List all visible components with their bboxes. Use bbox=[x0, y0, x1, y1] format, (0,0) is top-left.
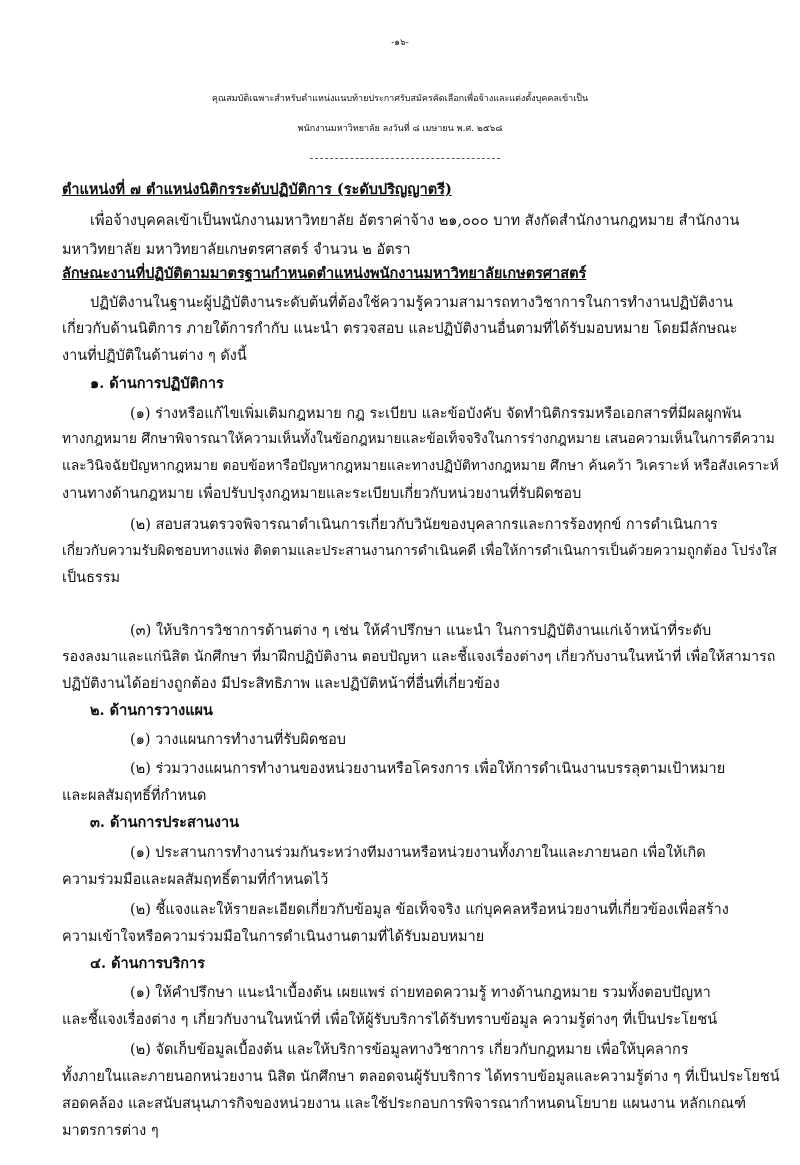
standards-heading: ลักษณะงานที่ปฏิบัติตามมาตรฐานกำหนดตำแหน่งพนักงานมหาวิทยาลัยเกษตรศาสตร์ bbox=[62, 265, 587, 282]
item-line: (๒) ชี้แจงและให้รายละเอียดเกี่ยวกับข้อมูล ข้อเท็จจริง แก่บุคคลหรือหน่วยงานที่เกี่ยวข้องเพื่อสร้าง bbox=[130, 902, 729, 918]
section-heading: ๓. ด้านการประสานงาน bbox=[90, 814, 240, 831]
item-line: (๒) สอบสวนตรวจพิจารณาดำเนินการเกี่ยวกับวินัยของบุคลากรและการร้องทุกข์ การดำเนินการ bbox=[130, 517, 718, 533]
item-line: และชี้แจงเรื่องต่าง ๆ เกี่ยวกับงานในหน้าที่ เพื่อให้ผู้รับบริการได้รับทราบข้อมูล ความรู้ต่างๆ ที่เป็นประโยชน์ bbox=[62, 1012, 718, 1028]
item-line: (๑) ร่างหรือแก้ไขเพิ่มเติมกฎหมาย กฎ ระเบียบ และข้อบังคับ จัดทำนิติกรรมหรือเอกสารที่มีผลผูกพัน bbox=[130, 406, 742, 422]
item-line: มาตรการต่าง ๆ bbox=[62, 1123, 159, 1139]
item-line: เป็นธรรม bbox=[62, 570, 121, 586]
item-line: (๑) วางแผนการทำงานที่รับผิดชอบ bbox=[130, 732, 347, 748]
item-line: ทางกฎหมาย ศึกษาพิจารณาให้ความเห็นทั้งในข้อกฎหมายและข้อเท็จจริงในการร่างกฎหมาย เสนอความเห็นในการตีความ bbox=[62, 431, 775, 447]
document-header-line-2: พนักงานมหาวิทยาลัย ลงวันที่ ๘ เมษายน พ.ศ. ๒๕๖๘ bbox=[297, 124, 503, 134]
item-line: ความร่วมมือและผลสัมฤทธิ์ตามที่กำหนดไว้ bbox=[62, 872, 329, 888]
overview-line: งานที่ปฏิบัติในด้านต่าง ๆ ดังนี้ bbox=[62, 348, 247, 364]
item-line: รองลงมาและแก่นิสิต นักศึกษา ที่มาฝึกปฏิบัติงาน ตอบปัญหา และชี้แจงเรื่องต่างๆ เกี่ยวกับงานในหน้าที่ เพื่อให้สามารถ bbox=[62, 649, 776, 665]
item-line: สอดคล้อง และสนับสนุนภารกิจของหน่วยงาน และใช้ประกอบการพิจารณากำหนดนโยบาย แผนงาน หลักเกณฑ์ bbox=[62, 1096, 747, 1112]
item-line: (๑) ให้คำปรึกษา แนะนำเบื้องต้น เผยแพร่ ถ่ายทอดความรู้ ทางด้านกฎหมาย รวมทั้งตอบปัญหา bbox=[130, 985, 711, 1001]
intro-line: เพื่อจ้างบุคคลเข้าเป็นพนักงานมหาวิทยาลัย อัตราค่าจ้าง ๒๑,๐๐๐ บาท สังกัดสำนักงานกฎหมาย สำนักงาน bbox=[90, 213, 740, 229]
section-heading: ๑. ด้านการปฏิบัติการ bbox=[90, 375, 224, 392]
overview-line: ปฏิบัติงานในฐานะผู้ปฏิบัติงานระดับต้นที่ต้องใช้ความรู้ความสามารถทางวิชาการในการทำงานปฏิบัติงาน bbox=[90, 295, 733, 311]
item-line: งานทางด้านกฎหมาย เพื่อปรับปรุงกฎหมายและระเบียบเกี่ยวกับหน่วยงานที่รับผิดชอบ bbox=[62, 486, 582, 502]
item-line: ความเข้าใจหรือความร่วมมือในการดำเนินงานตามที่ได้รับมอบหมาย bbox=[62, 929, 485, 945]
section-heading: ๒. ด้านการวางแผน bbox=[90, 702, 213, 719]
item-line: เกี่ยวกับความรับผิดชอบทางแพ่ง ติดตามและประสานงานการดำเนินคดี เพื่อให้การดำเนินการเป็นด้วยความถูกต้อง โปร่งใส bbox=[62, 543, 777, 559]
intro-line: มหาวิทยาลัย มหาวิทยาลัยเกษตรศาสตร์ จำนวน ๒ อัตรา bbox=[62, 242, 411, 258]
page-number: -๑๖- bbox=[391, 38, 409, 48]
position-title: ตำแหน่งที่ ๗ ตำแหน่งนิติกรระดับปฏิบัติการ (ระดับปริญญาตรี) bbox=[62, 181, 452, 198]
item-line: และวินิจฉัยปัญหากฎหมาย ตอบข้อหารือปัญหากฎหมายและทางปฏิบัติทางกฎหมาย ศึกษา ค้นคว้า วิเคราะห์ หรือสังเคราะห์ bbox=[62, 458, 779, 474]
document-header-line-1: คุณสมบัติเฉพาะสำหรับตำแหน่งแนบท้ายประกาศรับสมัครคัดเลือกเพื่อจ้างและแต่งตั้งบุคคลเข้าเป็น bbox=[211, 94, 589, 104]
header-divider bbox=[310, 158, 500, 159]
item-line: และผลสัมฤทธิ์ที่กำหนด bbox=[62, 788, 207, 804]
overview-line: เกี่ยวกับด้านนิติการ ภายใต้การกำกับ แนะนำ ตรวจสอบ และปฏิบัติงานอื่นตามที่ได้รับมอบหมาย โดยมีลักษณะ bbox=[62, 321, 738, 337]
item-line: (๒) จัดเก็บข้อมูลเบื้องต้น และให้บริการข้อมูลทางวิชาการ เกี่ยวกับกฎหมาย เพื่อให้บุคลากร bbox=[130, 1042, 689, 1058]
item-line: (๒) ร่วมวางแผนการทำงานของหน่วยงานหรือโครงการ เพื่อให้การดำเนินงานบรรลุตามเป้าหมาย bbox=[130, 761, 726, 777]
item-line: (๓) ให้บริการวิชาการด้านต่าง ๆ เช่น ให้คำปรึกษา แนะนำ ในการปฏิบัติงานแก่เจ้าหน้าที่ระดับ bbox=[130, 623, 712, 639]
item-line: (๑) ประสานการทำงานร่วมกันระหว่างทีมงานหรือหน่วยงานทั้งภายในและภายนอก เพื่อให้เกิด bbox=[130, 845, 706, 861]
item-line: ทั้งภายในและภายนอกหน่วยงาน นิสิต นักศึกษา ตลอดจนผู้รับบริการ ได้ทราบข้อมูลและความรู้ต่าง ๆ ที่เป็นประโยชน์ bbox=[62, 1069, 780, 1085]
item-line: ปฏิบัติงานได้อย่างถูกต้อง มีประสิทธิภาพ และปฏิบัติหน้าที่อื่นที่เกี่ยวข้อง bbox=[62, 676, 500, 692]
section-heading: ๔. ด้านการบริการ bbox=[90, 955, 205, 972]
